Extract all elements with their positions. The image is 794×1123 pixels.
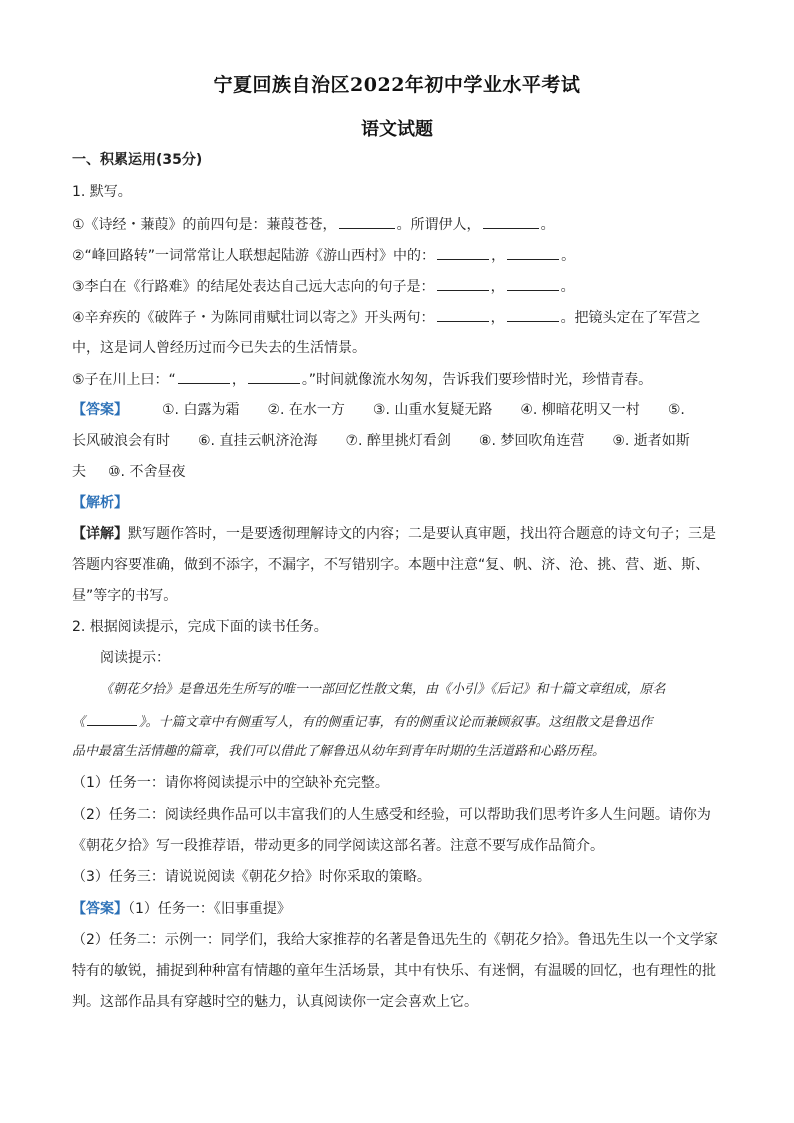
answer-blank [248,369,300,384]
q1-item-5 [72,369,732,390]
q2-task-3: （3）任务三：请说说阅读《朝花夕拾》时你采取的策略。 [72,869,431,885]
q1-item-5-post: 。”时间就像流水匆匆，告诉我们要珍惜时光，珍惜青春。 [301,372,653,388]
answer-item: ⑤. [667,402,685,418]
q2-task-1: （1）任务一：请你将阅读提示中的空缺补充完整。 [72,775,389,791]
q1-item-2-mid: ， [491,248,506,264]
answer-item: ⑩. 不舍昼夜 [108,464,186,480]
answer-text: （1）任务一：《旧事重提》 [128,901,291,917]
answer-blank [437,276,489,291]
q1-item-5-pre: ⑤子在川上曰：“ [72,372,176,388]
q2-answer-line-1 [72,899,732,919]
answer-blank [507,276,559,291]
hint-post: 》。十篇文章中有侧重写人，有的侧重记事，有的侧重议论而兼顾叙事。这组散文是鲁迅作 [139,715,653,730]
answer-item: ⑧. 梦回吹角连营 [478,433,585,449]
q2-answer-line-4: 判。这部作品具有穿越时空的魅力，认真阅读你一定会喜欢上它。 [72,994,478,1010]
answer-blank [339,214,395,229]
q1-item-4-mid: ， [490,310,505,326]
q1-item-2-pre: ②“峰回路转”一词常常让人联想起陆游《游山西村》中的： [72,248,436,264]
q1-stem: 1. 默写。 [72,184,132,200]
q1-detail-line-3: 昼”等字的书写。 [72,588,178,604]
q1-item-1-mid: 。所谓伊人， [396,217,481,233]
q1-item-1-post: 。 [540,217,555,233]
q1-item-2-post: 。 [561,248,576,264]
exam-subtitle: 语文试题 [361,119,433,140]
q1-item-4-pre: ④辛弃疾的《破阵子・为陈同甫赋壮词以寄之》开头两句： [72,310,435,326]
q1-item-4-cont: 中，这是词人曾经历过而今已失去的生活情景。 [72,340,366,356]
section-heading: 一、积累运用(35分) [72,152,203,168]
q1-item-3-mid: ， [490,279,505,295]
q2-hint-line-3: 品中最富生活情趣的篇章，我们可以借此了解鲁迅从幼年到青年时期的生活道路和心路历程。 [72,744,606,759]
q1-item-1 [72,214,732,235]
answer-item: ④. 柳暗花明又一村 [520,402,640,418]
answer-blank [507,307,559,322]
answer-item: 夫 [72,464,86,480]
q2-hint-label: 阅读提示： [100,650,170,666]
answer-item: ⑥. 直挂云帆济沧海 [198,433,318,449]
q2-task-2-line-2: 《朝花夕拾》写一段推荐语，带动更多的同学阅读这部名著。注意不要写成作品简介。 [72,838,604,854]
answer-tag: 【答案】 [72,901,128,917]
q2-answer-line-2: （2）任务二：示例一：同学们，我给大家推荐的名著是鲁迅先生的《朝花夕拾》。鲁迅先生以一个文学家 [72,932,718,948]
answer-item: ①. 白露为霜 [162,402,240,418]
q1-detail-line-1 [72,524,732,544]
analysis-tag [72,493,732,513]
q1-answers-line-2 [72,431,732,451]
detail-tag: 【详解】 [72,526,128,542]
answer-blank [437,307,489,322]
q2-task-2-line-1: （2）任务二：阅读经典作品可以丰富我们的人生感受和经验，可以帮助我们思考许多人生问题。请你为 [72,807,711,823]
hint-pre: 《 [72,715,86,730]
q1-answers-line-3 [72,462,732,482]
answer-item: ③. 山重水复疑无路 [372,402,493,418]
q1-item-2 [72,245,732,266]
answer-item: ⑦. 醉里挑灯看剑 [345,433,451,449]
answer-blank [507,245,559,260]
q1-item-4-post: 。把镜头定在了军营之 [560,310,701,326]
q2-hint-line-2 [72,711,722,733]
answer-tag: 【答案】 [72,402,128,418]
answer-blank [178,369,230,384]
q1-item-5-mid: ， [231,372,246,388]
q1-item-3-pre: ③李白在《行路难》的结尾处表达自己远大志向的句子是： [72,279,435,295]
q1-item-3 [72,276,732,297]
q1-item-4 [72,307,732,328]
q2-answer-line-3: 特有的敏锐，捕捉到种种富有情趣的童年生活场景，其中有快乐、有迷惘，有温暖的回忆，也有理性的批 [72,963,716,979]
q2-stem: 2. 根据阅读提示，完成下面的读书任务。 [72,619,328,635]
answer-blank [87,711,137,726]
exam-title: 宁夏回族自治区2022年初中学业水平考试 [213,74,581,96]
q1-item-3-post: 。 [560,279,575,295]
answer-item: ⑨. 逝者如斯 [612,433,690,449]
q1-item-1-pre: ①《诗经・蒹葭》的前四句是：蒹葭苍苍， [72,217,337,233]
q2-hint-line-1: 《朝花夕拾》是鲁迅先生所写的唯一一部回忆性散文集，由《小引》《后记》和十篇文章组成，原名 [100,682,666,697]
answer-item: ②. 在水一方 [267,402,345,418]
q1-answers-line-1 [72,400,732,420]
q1-detail-line-2: 答题内容要准确，做到不添字，不漏字，不写错别字。本题中注意“复、帆、济、沧、挑、营、逝、斯、 [72,557,710,573]
answer-blank [483,214,539,229]
answer-item: 长风破浪会有时 [72,433,170,449]
analysis-label: 【解析】 [72,495,128,511]
answer-blank [437,245,489,260]
detail-text: 默写题作答时，一是要透彻理解诗文的内容；二是要认真审题，找出符合题意的诗文句子；三是 [128,526,716,542]
